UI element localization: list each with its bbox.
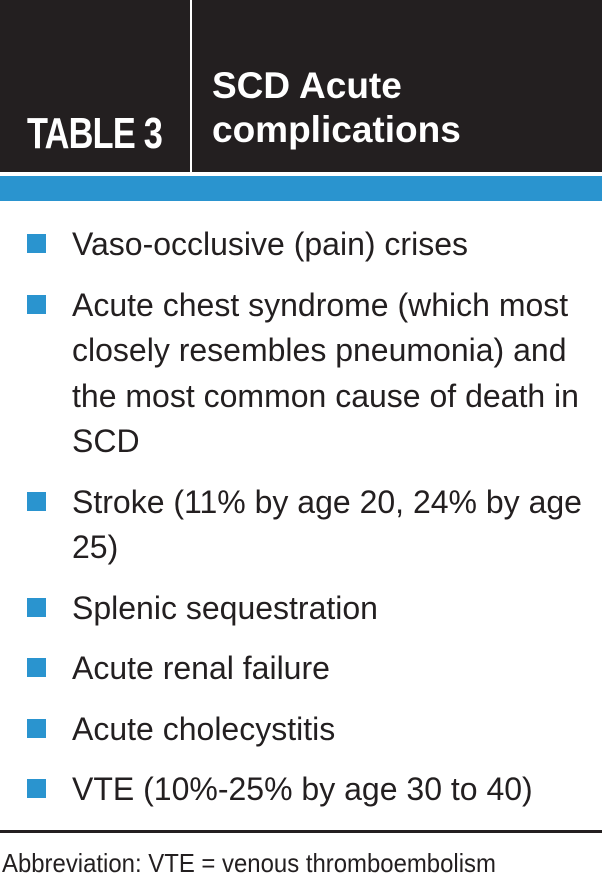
footnote-divider bbox=[0, 830, 602, 833]
square-bullet-icon bbox=[27, 658, 46, 677]
square-bullet-icon bbox=[27, 719, 46, 738]
list-item-text: Stroke (11% by age 20, 24% by age 25) bbox=[72, 483, 582, 565]
accent-bar bbox=[0, 176, 602, 201]
table-title: SCD Acute complications bbox=[212, 65, 461, 150]
square-bullet-icon bbox=[27, 779, 46, 798]
list-item-text: Acute chest syndrome (which most closely resembles pneumonia) and the most common cause of death in SCD bbox=[72, 286, 579, 459]
table-header bbox=[0, 0, 602, 172]
complications-list bbox=[0, 222, 602, 828]
square-bullet-icon bbox=[27, 492, 46, 511]
list-item-text: VTE (10%-25% by age 30 to 40) bbox=[72, 771, 533, 807]
list-item bbox=[0, 586, 602, 632]
list-item-text: Splenic sequestration bbox=[72, 589, 378, 626]
square-bullet-icon bbox=[27, 295, 46, 314]
square-bullet-icon bbox=[27, 598, 46, 617]
list-item bbox=[0, 283, 602, 465]
list-item-text: Acute renal failure bbox=[72, 650, 330, 686]
list-item bbox=[0, 646, 602, 692]
square-bullet-icon bbox=[27, 234, 46, 253]
list-item bbox=[0, 222, 602, 268]
abbreviation-footnote: Abbreviation: VTE = venous thromboembolism bbox=[2, 848, 496, 878]
list-item-text: Acute cholecystitis bbox=[72, 710, 336, 747]
list-item bbox=[0, 767, 602, 813]
list-item bbox=[0, 707, 602, 753]
list-item bbox=[0, 480, 602, 571]
table-number-label: TABLE 3 bbox=[27, 109, 163, 158]
header-divider bbox=[190, 0, 192, 172]
list-item-text: Vaso-occlusive (pain) crises bbox=[72, 226, 468, 262]
